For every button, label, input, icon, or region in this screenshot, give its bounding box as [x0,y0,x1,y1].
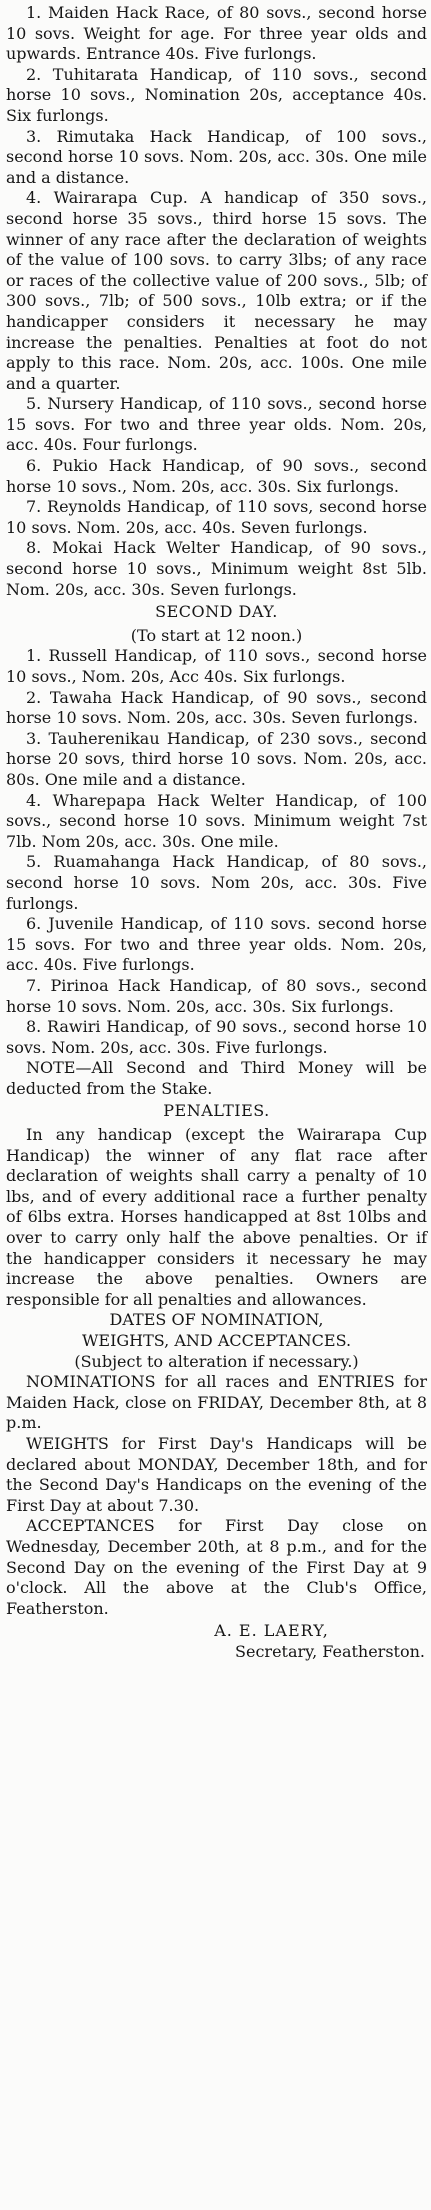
secretary-title: Secretary, Featherston. [235,1641,425,1661]
race-item: 6. Pukio Hack Handicap, of 90 sovs., second horse 10 sovs., Nom. 20s, acc. 30s. Six furlongs. [6,456,427,496]
start-time-note: (To start at 12 noon.) [130,625,303,645]
race-item: 4. Wharepapa Hack Welter Handicap, of 100 sovs., second horse 10 sovs. Minimum weight 7st 7lb. Nom 20s, acc. 30s. One mile. [6,790,427,851]
race-item: 2. Tuhitarata Handicap, of 110 sovs., second horse 10 sovs., Nomination 20s, acceptance 40s. Six furlongs. [6,64,427,125]
penalties-heading: PENALTIES. [163,1101,270,1121]
day-one-race-list [6,3,427,600]
race-item: 6. Juvenile Handicap, of 110 sovs. second horse 15 sovs. For two and three year olds. Nom. 20s, acc. 40s. Five furlongs. [6,914,427,975]
race-item: 8. Mokai Hack Welter Handicap, of 90 sovs., second horse 10 sovs., Minimum weight 8st 5lb. Nom. 20s, acc. 30s. Seven furlongs. [6,538,427,599]
race-item: 1. Maiden Hack Race, of 80 sovs., second horse 10 sovs. Weight for age. For three year olds and upwards. Entrance 40s. Five furlongs. [6,3,427,64]
stake-note: NOTE—All Second and Third Money will be deducted from the Stake. [6,1058,427,1098]
race-item: 1. Russell Handicap, of 110 sovs., second horse 10 sovs., Nom. 20s, Acc 40s. Six furlongs. [6,646,427,686]
second-day-heading: SECOND DAY. [155,602,278,622]
race-item: 5. Ruamahanga Hack Handicap, of 80 sovs., second horse 10 sovs. Nom 20s, acc. 30s. Five furlongs. [6,852,427,913]
dates-paragraph: WEIGHTS for First Day's Handicaps will be declared about MONDAY, December 18th, and for the Second Day's Handicaps on the evening of the First Day at about 7.30. [6,1433,427,1515]
race-item: 8. Rawiri Handicap, of 90 sovs., second horse 10 sovs. Nom. 20s, acc. 30s. Five furlongs. [6,1017,427,1057]
dates-section [6,1310,427,1619]
dates-paragraph: ACCEPTANCES for First Day close on Wednesday, December 20th, at 8 p.m., and for the Second Day on the evening of the First Day at 9 o'clock. All the above at the Club's Office, Featherston. [6,1516,427,1618]
dates-paragraph: NOMINATIONS for all races and ENTRIES for Maiden Hack, close on FRIDAY, December 8th, at 8 p.m. [6,1372,427,1433]
secretary-name: A. E. LAERY, [214,1621,329,1641]
race-item: 2. Tawaha Hack Handicap, of 90 sovs., second horse 10 sovs. Nom. 20s, acc. 30s. Seven furlongs. [6,687,427,728]
race-item: 4. Wairarapa Cup. A handicap of 350 sovs., second horse 35 sovs., third horse 15 sovs. The winner of any race after the declaration of weights of the value of 100 sovs. to carry 3lbs; of any race or races of the collective value of 200 sovs., 5lb; of 300 sovs., 7lb; of 500 sovs., 10lb extra; or if the handicapper considers it necessary he may increase the penalties. Penalties at foot do not apply to this race. Nom. 20s, acc. 100s. One mile and a quarter. [6,188,427,393]
race-item: 7. Pirinoa Hack Handicap, of 80 sovs., second horse 10 sovs. Nom. 20s, acc. 30s. Six furlongs. [6,975,427,1016]
dates-heading: DATES OF NOMINATION, WEIGHTS, AND ACCEPTANCES. [81,1310,352,1350]
penalties-section [6,1101,427,1310]
signature-block [6,1621,427,1662]
race-item: 5. Nursery Handicap, of 110 sovs., second horse 15 sovs. For two and three year olds. Nom. 20s, acc. 40s. Four furlongs. [6,394,427,455]
second-day-section [6,602,427,1099]
race-item: 7. Reynolds Handicap, of 110 sovs, second horse 10 sovs. Nom. 20s, acc. 40s. Seven furlongs. [6,497,427,537]
race-item: 3. Tauherenikau Handicap, of 230 sovs., second horse 20 sovs, third horse 10 sovs. Nom. 20s, acc. 80s. One mile and a distance. [6,728,427,789]
dates-subheading: (Subject to alteration if necessary.) [74,1351,359,1371]
penalties-text: In any handicap (except the Wairarapa Cup Handicap) the winner of any flat race after declaration of weights shall carry a penalty of 10 lbs, and of every additional race a further penalty of 6lbs extra. Horses handicapped at 8st 10lbs and over to carry only half the above penalties. Or if the handicapper considers it necessary he may increase the above penalties. Owners are responsible for all penalties and allowances. [6,1125,427,1309]
race-item: 3. Rimutaka Hack Handicap, of 100 sovs., second horse 10 sovs. Nom. 20s, acc. 30s. One mile and a distance. [6,126,427,187]
